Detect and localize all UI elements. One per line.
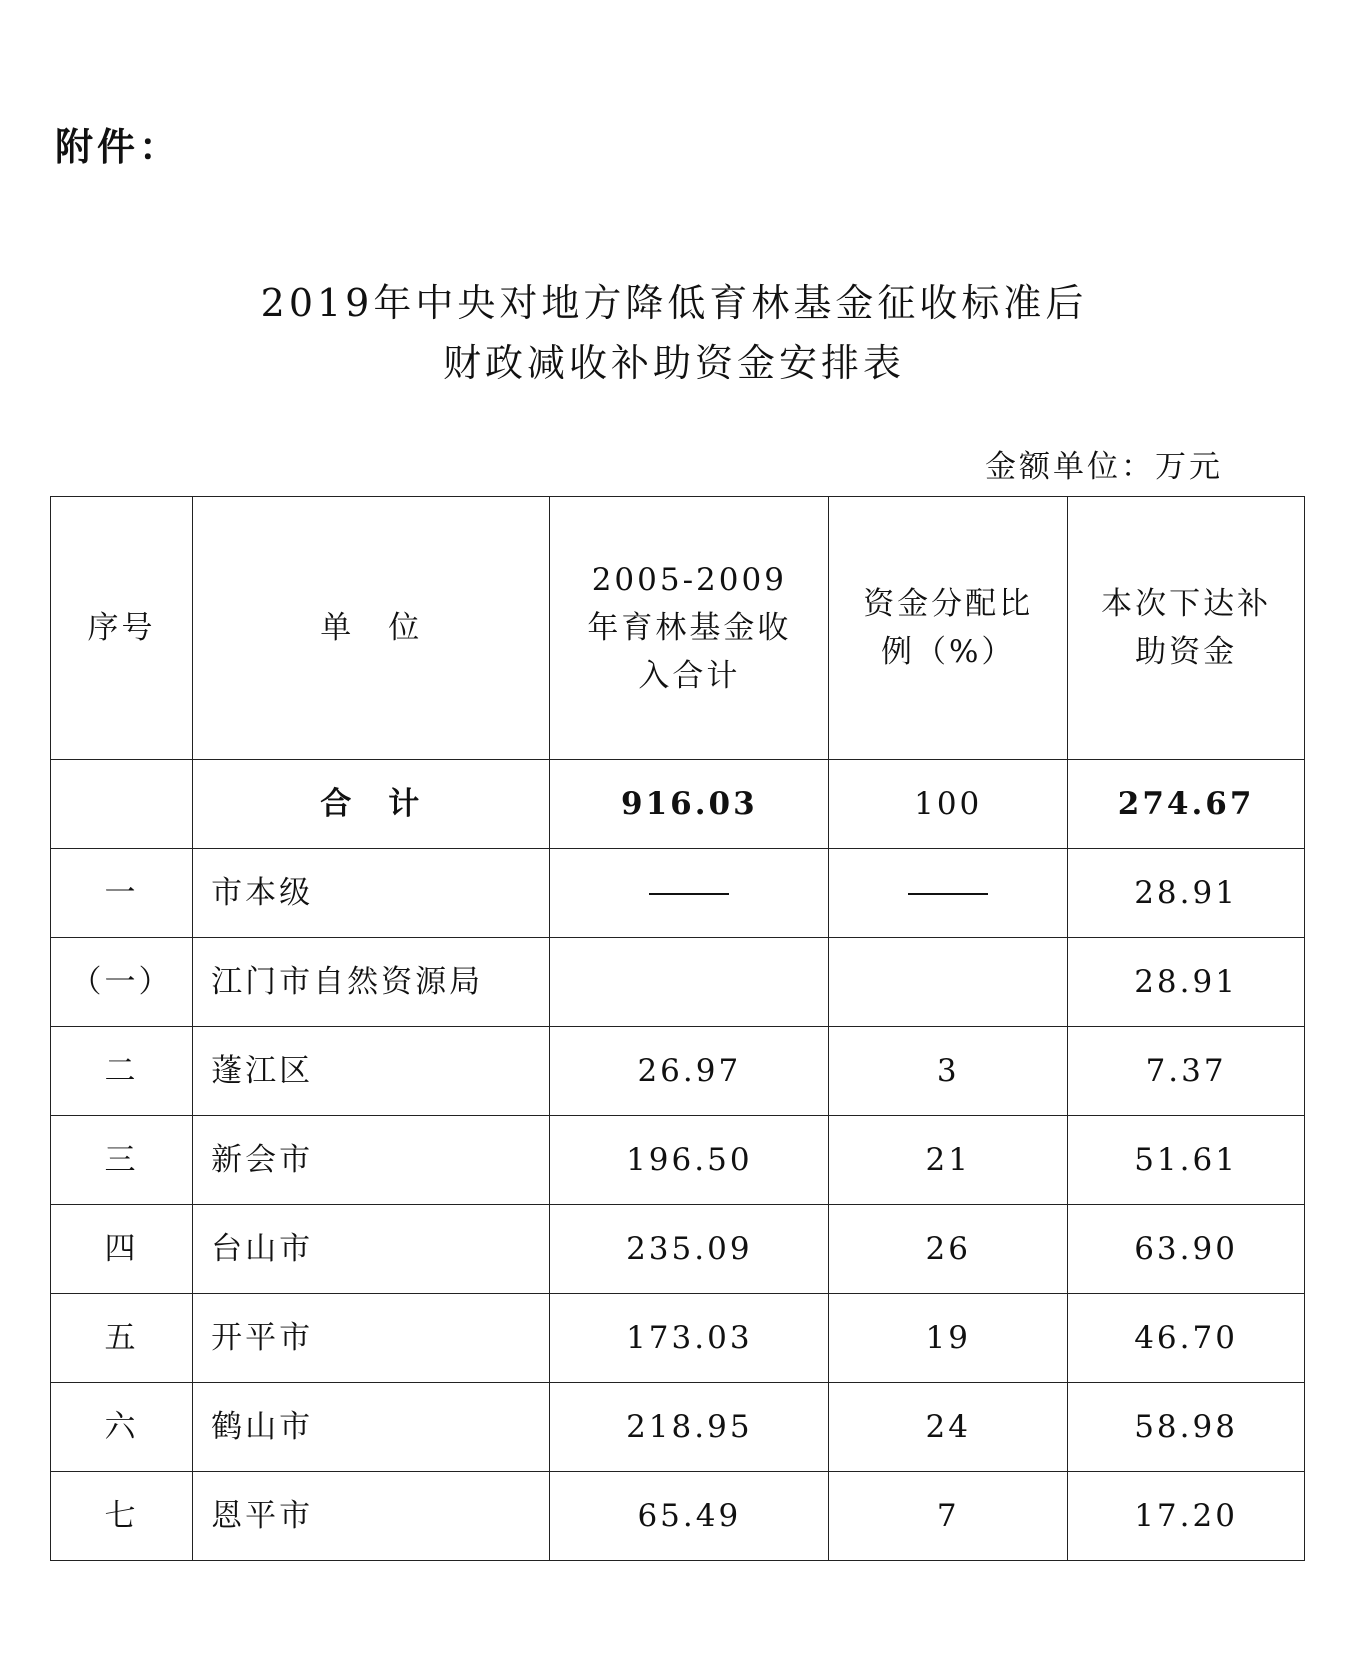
- table-cell-subsidy: 17.20: [1068, 1472, 1305, 1561]
- document-title-line2: 财政减收补助资金安排表: [442, 341, 905, 385]
- amount-unit-note: 金额单位：万元: [985, 449, 1223, 485]
- table-cell-name: 新会市: [193, 1116, 550, 1205]
- table-cell-name: 恩平市: [193, 1472, 550, 1561]
- header-income: 2005-2009年育林基金收入合计: [550, 497, 829, 760]
- table-cell-income: 173.03: [550, 1294, 829, 1383]
- table-cell-income: 65.49: [550, 1472, 829, 1561]
- table-cell-income: 196.50: [550, 1116, 829, 1205]
- table-cell-seq: 二: [51, 1027, 193, 1116]
- attachment-label: 附件：: [55, 125, 182, 169]
- table-row: [51, 938, 1305, 1027]
- table-cell-seq: 一: [51, 849, 193, 938]
- table-cell-subsidy: 274.67: [1068, 760, 1305, 849]
- table-cell-income: [550, 849, 829, 938]
- table-cell-subsidy: 58.98: [1068, 1383, 1305, 1472]
- dash-placeholder: [649, 893, 729, 895]
- table-cell-name: 开平市: [193, 1294, 550, 1383]
- table-cell-name: 蓬江区: [193, 1027, 550, 1116]
- header-seq: 序号: [51, 497, 193, 760]
- table-cell-seq: 五: [51, 1294, 193, 1383]
- table-cell-seq: 七: [51, 1472, 193, 1561]
- table-row: [51, 1205, 1305, 1294]
- table-cell-subsidy: 51.61: [1068, 1116, 1305, 1205]
- table-cell-subsidy: 46.70: [1068, 1294, 1305, 1383]
- table-cell-name: 市本级: [193, 849, 550, 938]
- table-cell-name: 鹤山市: [193, 1383, 550, 1472]
- table-cell-ratio: 21: [829, 1116, 1068, 1205]
- table-cell-income: 26.97: [550, 1027, 829, 1116]
- dash-placeholder: [908, 893, 988, 895]
- table-header-row: [51, 497, 1305, 760]
- table-cell-seq: （一）: [51, 938, 193, 1027]
- table-row: [51, 1472, 1305, 1561]
- table-row: [51, 1294, 1305, 1383]
- table-cell-ratio: 19: [829, 1294, 1068, 1383]
- table-row: [51, 849, 1305, 938]
- table-cell-seq: 六: [51, 1383, 193, 1472]
- table-cell-income: 235.09: [550, 1205, 829, 1294]
- table-cell-seq: 四: [51, 1205, 193, 1294]
- table-cell-ratio: 24: [829, 1383, 1068, 1472]
- table-cell-income: 916.03: [550, 760, 829, 849]
- table-cell-subsidy: 28.91: [1068, 938, 1305, 1027]
- document-title-line1: 2019年中央对地方降低育林基金征收标准后: [260, 281, 1088, 325]
- table-cell-name: 合 计: [193, 760, 550, 849]
- header-unit: 单 位: [193, 497, 550, 760]
- table-cell-seq: [51, 760, 193, 849]
- table-cell-ratio: 100: [829, 760, 1068, 849]
- table-cell-income: [550, 938, 829, 1027]
- table-cell-subsidy: 63.90: [1068, 1205, 1305, 1294]
- table-cell-income: 218.95: [550, 1383, 829, 1472]
- table-cell-name: 台山市: [193, 1205, 550, 1294]
- table-cell-subsidy: 28.91: [1068, 849, 1305, 938]
- subsidy-allocation-table: [50, 496, 1305, 1561]
- table-cell-seq: 三: [51, 1116, 193, 1205]
- table-row: [51, 1383, 1305, 1472]
- header-subsidy: 本次下达补助资金: [1068, 497, 1305, 760]
- table-row: [51, 1116, 1305, 1205]
- table-cell-ratio: [829, 938, 1068, 1027]
- table-cell-ratio: 26: [829, 1205, 1068, 1294]
- header-ratio: 资金分配比例（%）: [829, 497, 1068, 760]
- table-cell-ratio: [829, 849, 1068, 938]
- table-total-row: [51, 760, 1305, 849]
- table-row: [51, 1027, 1305, 1116]
- table-cell-subsidy: 7.37: [1068, 1027, 1305, 1116]
- table-cell-name: 江门市自然资源局: [193, 938, 550, 1027]
- table-cell-ratio: 3: [829, 1027, 1068, 1116]
- table-cell-ratio: 7: [829, 1472, 1068, 1561]
